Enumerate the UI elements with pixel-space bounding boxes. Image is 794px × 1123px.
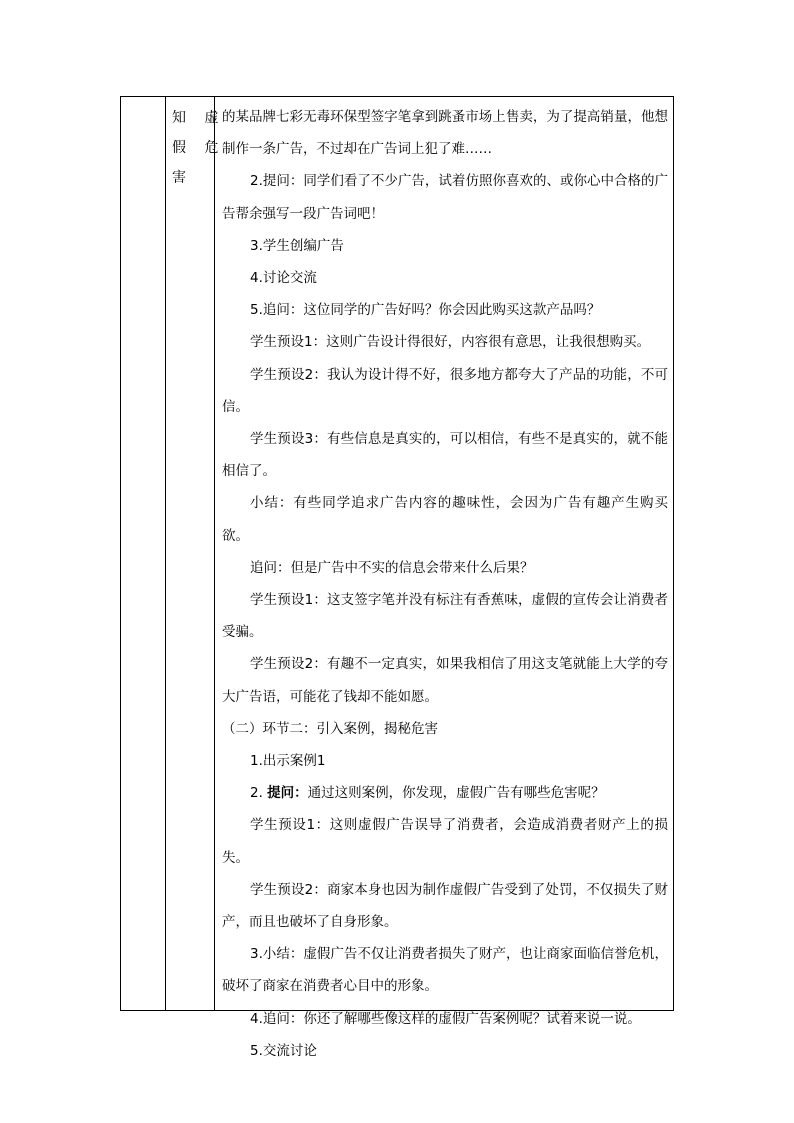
paragraph-discussion: 5.交流讨论	[250, 1042, 317, 1059]
paragraph-student-answer-1: 学生预设1：这则广告设计得很好，内容很有意思，让我很想购买。	[250, 334, 651, 351]
section-title-line-1: 知 虚	[172, 110, 226, 126]
lesson-table	[120, 96, 674, 1059]
column-divider-2	[214, 97, 215, 1010]
paragraph-student-answer-3: 学生预设3：有些信息是真实的，可以相信，有些不是真实的，就不能相信了。	[222, 431, 668, 480]
paragraph-case-answer-1: 学生预设1：这则虚假广告误导了消费者，会造成消费者财产上的损失。	[222, 817, 668, 866]
question-bold-label: 提问：	[267, 785, 308, 802]
paragraph-question-2: 2.提问：同学们看了不少广告，试着仿照你喜欢的、或你心中合格的广告帮余强写一段广告词吧！	[222, 173, 668, 222]
section-heading-2: （二）环节二：引入案例，揭秘危害	[222, 720, 438, 737]
question-text: 通过这则案例，你发现，虚假广告有哪些危害呢？	[307, 785, 605, 802]
paragraph-step-5: 5.追问：这位同学的广告好吗？你会因此购买这款产品吗？	[250, 302, 601, 319]
paragraph-case-1: 1.出示案例1	[250, 753, 326, 770]
question-number: 2.	[250, 785, 268, 802]
paragraph-step-3: 3.学生创编广告	[250, 237, 344, 254]
paragraph-student-answer-4: 学生预设1：这支签字笔并没有标注有香蕉味，虚假的宣传会让消费者受骗。	[222, 592, 668, 641]
paragraph-follow-up: 追问：但是广告中不实的信息会带来什么后果？	[250, 559, 534, 576]
paragraph-step-4: 4.讨论交流	[250, 270, 317, 287]
paragraph-case-answer-2: 学生预设2：商家本身也因为制作虚假广告受到了处罚，不仅损失了财产，而且也破坏了自身形象。	[222, 881, 668, 931]
paragraph-summary: 小结：有些同学追求广告内容的趣味性，会因为广告有趣产生购买欲。	[222, 495, 668, 544]
paragraph-case-summary: 3.小结：虚假广告不仅让消费者损失了财产，也让商家面临信誉危机，破坏了商家在消费者心目中的形象。	[222, 946, 668, 995]
paragraph-question-case	[222, 777, 668, 809]
section-title-cell	[166, 103, 226, 193]
column-divider-1	[165, 97, 166, 1010]
paragraph-continuation: 的某品牌七彩无毒环保型签字笔拿到跳蚤市场上售卖，为了提高销量，他想制作一条广告，不过却在广告词上犯了难……	[222, 109, 668, 158]
section-title-line-3: 害	[172, 170, 193, 186]
section-title-line-2: 假 危	[172, 140, 226, 156]
paragraph-student-answer-2: 学生预设2：我认为设计得不好，很多地方都夸大了产品的功能，不可信。	[222, 366, 668, 415]
lesson-content-cell	[222, 101, 668, 1067]
paragraph-student-answer-5: 学生预设2：有趣不一定真实，如果我相信了用这支笔就能上大学的夸大广告语，可能花了钱却不能如愿。	[222, 656, 668, 705]
paragraph-case-follow-up: 4.追问：你还了解哪些像这样的虚假广告案例呢？试着来说一说。	[250, 1010, 641, 1027]
